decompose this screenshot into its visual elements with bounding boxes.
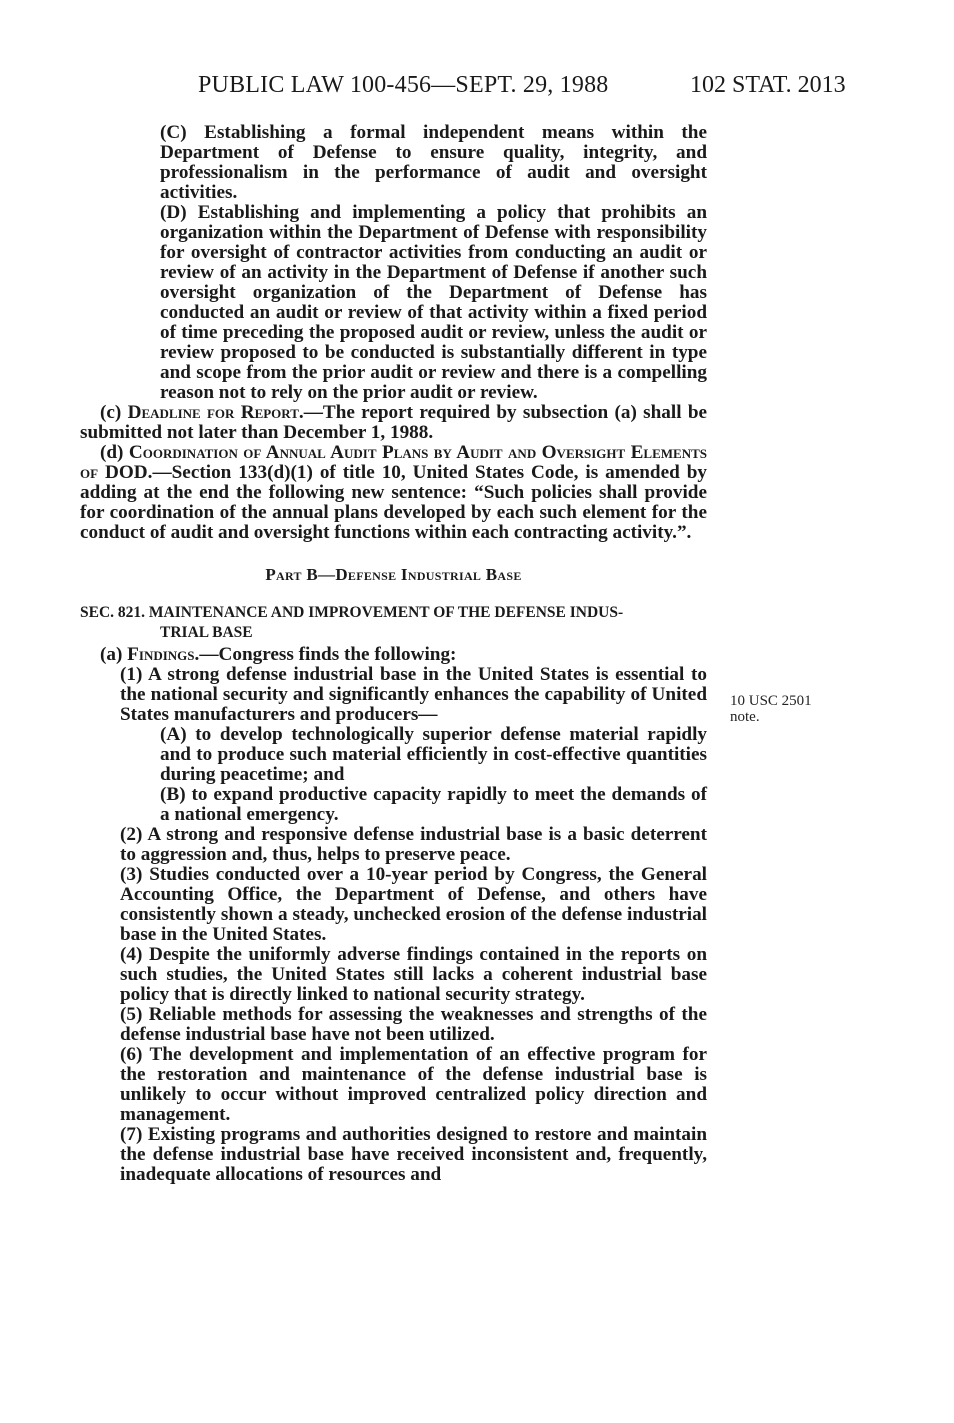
section-title-line2: TRIAL BASE — [160, 624, 253, 641]
subsection-d-heading: Coordination of Annual Audit Plans by Audit and Oversight Elements of DOD. — [80, 442, 707, 483]
section-heading — [80, 603, 707, 643]
part-heading-title: Defense Industrial Base — [335, 565, 522, 584]
finding-1-B — [80, 785, 707, 825]
finding-1-B-text: (B) to expand productive capacity rapidly to meet the demands of a national emergency. — [160, 784, 707, 825]
finding-4-text: (4) Despite the uniformly adverse findings contained in the reports on such studies, the United States still lacks a coherent industrial base policy that is directly linked to national security strategy. — [120, 944, 707, 1005]
finding-1 — [80, 665, 707, 725]
subsection-a-heading: Findings. — [127, 644, 200, 665]
finding-5-text: (5) Reliable methods for assessing the weaknesses and strengths of the defense industrial base have not been utilized. — [120, 1004, 707, 1045]
subsection-a-text: —Congress finds the following: — [199, 644, 457, 665]
part-heading — [80, 565, 707, 585]
finding-1-text: (1) A strong defense industrial base in the United States is essential to the national security and significantly enhances the capability of United States manufacturers and producers— — [120, 664, 707, 725]
finding-4 — [80, 945, 707, 1005]
subsection-c — [80, 403, 707, 443]
section-number: SEC. 821. — [80, 604, 146, 621]
subsection-d — [80, 443, 707, 543]
finding-1-A — [80, 725, 707, 785]
finding-7 — [80, 1125, 707, 1185]
finding-5 — [80, 1005, 707, 1045]
subsection-d-label: (d) — [100, 442, 129, 463]
part-heading-prefix: Part B— — [265, 565, 336, 584]
running-head-page-number: 102 STAT. 2013 — [690, 72, 846, 98]
finding-3 — [80, 865, 707, 945]
finding-2 — [80, 825, 707, 865]
running-head-title: PUBLIC LAW 100-456—SEPT. 29, 1988 — [198, 72, 609, 98]
finding-3-text: (3) Studies conducted over a 10-year period by Congress, the General Accounting Office, the Department of Defense, and others have consistently shown a steady, unchecked erosion of the defense industrial base in the United States. — [120, 864, 707, 945]
subsection-c-heading: Deadline for Report. — [127, 402, 304, 423]
finding-6-text: (6) The development and implementation of an effective program for the restoration and maintenance of the defense industrial base is unlikely to occur without improved centralized policy direction and management. — [120, 1044, 707, 1125]
finding-2-text: (2) A strong and responsive defense industrial base is a basic deterrent to aggression and, thus, helps to preserve peace. — [120, 824, 707, 865]
finding-7-text: (7) Existing programs and authorities designed to restore and maintain the defense industrial base have received inconsistent and, frequently, inadequate allocations of resources and — [120, 1124, 707, 1185]
paragraph-C-text: (C) Establishing a formal independent means within the Department of Defense to ensure quality, integrity, and professionalism in the performance of audit and oversight activities. — [160, 122, 707, 203]
section-title-line1: MAINTENANCE AND IMPROVEMENT OF THE DEFENSE INDUS- — [148, 604, 624, 621]
paragraph-D-text: (D) Establishing and implementing a policy that prohibits an organization within the Department of Defense with responsibility for oversight of contractor activities from conducting an audit or review of an activity in the Department of Defense if another such oversight organization of the Department of Defense has conducted an audit or review of that activity within a fixed period of time preceding the proposed audit or review, unless the audit or review proposed to be conducted is substantially different in type and scope from the prior audit or review and there is a compelling reason not to rely on the prior audit or review. — [160, 202, 707, 403]
body-text — [80, 123, 707, 1185]
subsection-a — [80, 645, 707, 665]
margin-note — [730, 693, 812, 725]
margin-note-citation: 10 USC 2501 — [730, 693, 812, 709]
paragraph-D — [80, 203, 707, 403]
paragraph-C — [80, 123, 707, 203]
finding-1-A-text: (A) to develop technologically superior defense material rapidly and to produce such material efficiently in cost-effective quantities during peacetime; and — [160, 724, 707, 785]
subsection-a-label: (a) — [100, 644, 128, 665]
finding-6 — [80, 1045, 707, 1125]
subsection-d-text: —Section 133(d)(1) of title 10, United States Code, is amended by adding at the end the following new sentence: “Such policies shall provide for coordination of the annual plans developed by each such element for the conduct of audit and oversight functions within each contracting activity.”. — [80, 462, 707, 543]
margin-note-suffix: note. — [730, 709, 760, 725]
subsection-c-text: —The report required by subsection (a) shall be submitted not later than December 1, 1988. — [80, 402, 708, 443]
subsection-c-label: (c) — [100, 402, 128, 423]
